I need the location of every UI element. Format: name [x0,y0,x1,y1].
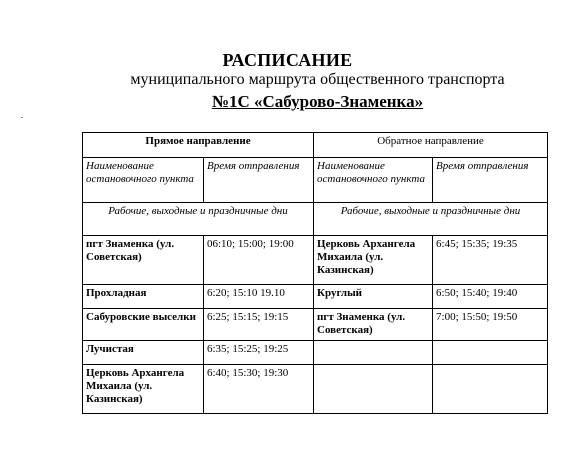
forward-stop-name: Церковь Архангела Михаила (ул. Казинская) [83,365,204,414]
direction-header-row [83,133,548,158]
reverse-time-column-header: Время отправления [433,158,548,203]
days-row [83,203,548,236]
forward-departure-times: 6:20; 15:10 19.10 [204,285,314,309]
forward-stop-column-header: Наименование остановочного пункта [83,158,204,203]
reverse-departure-times: 6:45; 15:35; 19:35 [433,236,548,285]
reverse-departure-times [433,341,548,365]
route-name: №1С «Сабурово-Знаменка» [211,92,424,111]
table-row [83,309,548,341]
reverse-stop-name [314,341,433,365]
reverse-stop-name: пгт Знаменка (ул. Советская) [314,309,433,341]
forward-stop-name: Сабуровские выселки [83,309,204,341]
reverse-stop-name: Круглый [314,285,433,309]
document-subtitle: муниципального маршрута общественного транспорта [130,71,505,88]
reverse-departure-times: 6:50; 15:40; 19:40 [433,285,548,309]
document-title: РАСПИСАНИЕ [222,50,353,70]
reverse-direction-heading: Обратное направление [314,133,548,158]
table-row [83,341,548,365]
reverse-departure-times [433,365,548,414]
table-row [83,236,548,285]
column-header-row [83,158,548,203]
table-row [83,285,548,309]
forward-time-column-header: Время отправления [204,158,314,203]
reverse-stop-name [314,365,433,414]
forward-departure-times: 6:25; 15:15; 19:15 [204,309,314,341]
reverse-stop-name: Церковь Архангела Михаила (ул. Казинская) [314,236,433,285]
schedule-table [82,132,548,414]
forward-departure-times: 6:40; 15:30; 19:30 [204,365,314,414]
forward-departure-times: 06:10; 15:00; 19:00 [204,236,314,285]
forward-stop-name: пгт Знаменка (ул. Советская) [83,236,204,285]
reverse-departure-times: 7:00; 15:50; 19:50 [433,309,548,341]
forward-stop-name: Лучистая [83,341,204,365]
scan-speck [21,117,23,118]
reverse-stop-column-header: Наименование остановочного пункта [314,158,433,203]
forward-direction-heading: Прямое направление [83,133,314,158]
forward-departure-times: 6:35; 15:25; 19:25 [204,341,314,365]
forward-stop-name: Прохладная [83,285,204,309]
table-row [83,365,548,414]
forward-days-label: Рабочие, выходные и праздничные дни [83,203,314,236]
reverse-days-label: Рабочие, выходные и праздничные дни [314,203,548,236]
